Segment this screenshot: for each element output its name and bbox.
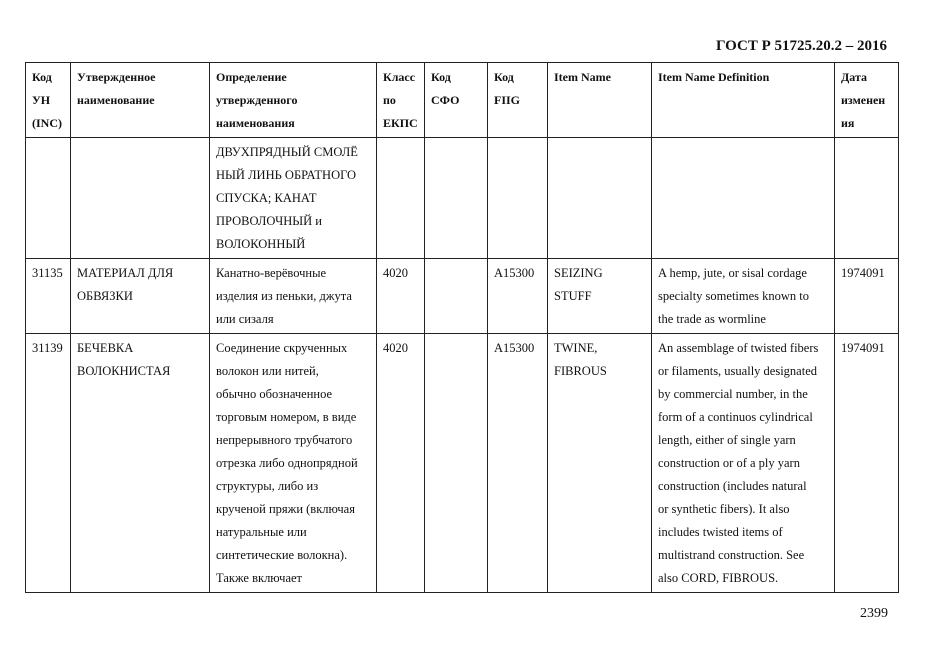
cell-change-date bbox=[835, 259, 899, 334]
cell-text-line: БЕЧЕВКА bbox=[77, 341, 134, 355]
cell-text-line: multistrand construction. See bbox=[658, 548, 805, 562]
cell-inc bbox=[26, 138, 71, 259]
cell-text-line: A15300 bbox=[494, 341, 535, 355]
cell-text-line: construction (includes natural bbox=[658, 479, 807, 493]
cell-text-line: by commercial number, in the bbox=[658, 387, 808, 401]
table-row bbox=[26, 259, 899, 334]
cell-sfo-code bbox=[425, 138, 488, 259]
cell-text-line: отрезка либо однопрядной bbox=[216, 456, 358, 470]
document-standard-header: ГОСТ Р 51725.20.2 – 2016 bbox=[715, 38, 887, 54]
cell-text-line: 31135 bbox=[32, 266, 63, 280]
header-item-name: Item Name bbox=[548, 63, 652, 138]
cell-ekps-class bbox=[377, 334, 425, 593]
cell-sfo-code bbox=[425, 259, 488, 334]
cell-text-line: Соединение скрученных bbox=[216, 341, 348, 355]
cell-text-line: 31139 bbox=[32, 341, 63, 355]
cell-definition bbox=[210, 138, 377, 259]
cell-text-line: An assemblage of twisted fibers bbox=[658, 341, 819, 355]
cell-item-name bbox=[548, 138, 652, 259]
cell-text-line: TWINE, bbox=[554, 341, 598, 355]
cell-text-line: синтетические волокна). bbox=[216, 548, 348, 562]
cell-fiig-code bbox=[488, 259, 548, 334]
cell-approved-name bbox=[71, 259, 210, 334]
cell-item-name-definition bbox=[652, 259, 835, 334]
cell-definition bbox=[210, 334, 377, 593]
cell-text-line: SEIZING bbox=[554, 266, 603, 280]
header-approved-name: Утвержденное наименование bbox=[71, 63, 210, 138]
cell-text-line: волокон или нитей, bbox=[216, 364, 319, 378]
cell-ekps-class bbox=[377, 138, 425, 259]
header-item-name-definition: Item Name Definition bbox=[652, 63, 835, 138]
header-ekps-class: Класс по ЕКПС bbox=[377, 63, 425, 138]
cell-text-line: изделия из пеньки, джута bbox=[216, 289, 352, 303]
cell-text-line: or filaments, usually designated bbox=[658, 364, 817, 378]
cell-item-name-definition bbox=[652, 334, 835, 593]
catalog-table bbox=[25, 62, 899, 593]
cell-text-line: ВОЛОКНИСТАЯ bbox=[77, 364, 171, 378]
cell-change-date bbox=[835, 138, 899, 259]
cell-text-line: or synthetic fibers). It also bbox=[658, 502, 790, 516]
cell-text-line: 1974091 bbox=[841, 341, 885, 355]
cell-text-line: НЫЙ ЛИНЬ ОБРАТНОГО bbox=[216, 168, 357, 182]
cell-inc bbox=[26, 334, 71, 593]
cell-text-line: ВОЛОКОННЫЙ bbox=[216, 237, 306, 251]
cell-definition bbox=[210, 259, 377, 334]
header-sfo-code: Код СФО bbox=[425, 63, 488, 138]
cell-text-line: specialty sometimes known to bbox=[658, 289, 810, 303]
cell-text-line: ПРОВОЛОЧНЫЙ и bbox=[216, 214, 322, 228]
cell-text-line: торговым номером, в виде bbox=[216, 410, 357, 424]
cell-ekps-class bbox=[377, 259, 425, 334]
table-row bbox=[26, 334, 899, 593]
table-row bbox=[26, 138, 899, 259]
cell-text-line: form of a continuos cylindrical bbox=[658, 410, 813, 424]
cell-change-date bbox=[835, 334, 899, 593]
cell-text-line: 4020 bbox=[383, 266, 408, 280]
cell-text-line: STUFF bbox=[554, 289, 592, 303]
cell-text-line: ДВУХПРЯДНЫЙ СМОЛЁ bbox=[216, 145, 358, 159]
cell-text-line: construction or of a ply yarn bbox=[658, 456, 800, 470]
header-inc: Код УН (INC) bbox=[26, 63, 71, 138]
header-fiig-code: Код FIIG bbox=[488, 63, 548, 138]
cell-approved-name bbox=[71, 138, 210, 259]
table-header-row bbox=[26, 63, 899, 138]
header-definition: Определение утвержденного наименования bbox=[210, 63, 377, 138]
cell-fiig-code bbox=[488, 334, 548, 593]
cell-text-line: МАТЕРИАЛ ДЛЯ bbox=[77, 266, 174, 280]
cell-text-line: also CORD, FIBROUS. bbox=[658, 571, 779, 585]
cell-text-line: 4020 bbox=[383, 341, 408, 355]
cell-text-line: структуры, либо из bbox=[216, 479, 319, 493]
cell-sfo-code bbox=[425, 334, 488, 593]
cell-text-line: СПУСКА; КАНАТ bbox=[216, 191, 317, 205]
cell-text-line: крученой пряжи (включая bbox=[216, 502, 355, 516]
cell-text-line: Канатно-верёвочные bbox=[216, 266, 327, 280]
cell-text-line: FIBROUS bbox=[554, 364, 607, 378]
cell-approved-name bbox=[71, 334, 210, 593]
cell-inc bbox=[26, 259, 71, 334]
cell-text-line: или сизаля bbox=[216, 312, 274, 326]
cell-text-line: the trade as wormline bbox=[658, 312, 766, 326]
cell-item-name bbox=[548, 259, 652, 334]
cell-text-line: A15300 bbox=[494, 266, 535, 280]
cell-text-line: обычно обозначенное bbox=[216, 387, 333, 401]
cell-text-line: length, either of single yarn bbox=[658, 433, 796, 447]
cell-item-name-definition bbox=[652, 138, 835, 259]
cell-text-line: A hemp, jute, or sisal cordage bbox=[658, 266, 807, 280]
cell-text-line: 1974091 bbox=[841, 266, 885, 280]
header-change-date: Дата изменен ия bbox=[835, 63, 899, 138]
cell-text-line: Также включает bbox=[216, 571, 303, 585]
cell-text-line: includes twisted items of bbox=[658, 525, 783, 539]
cell-item-name bbox=[548, 334, 652, 593]
page-number: 2399 bbox=[860, 606, 888, 621]
cell-fiig-code bbox=[488, 138, 548, 259]
cell-text-line: ОБВЯЗКИ bbox=[77, 289, 133, 303]
cell-text-line: непрерывного трубчатого bbox=[216, 433, 353, 447]
cell-text-line: натуральные или bbox=[216, 525, 307, 539]
